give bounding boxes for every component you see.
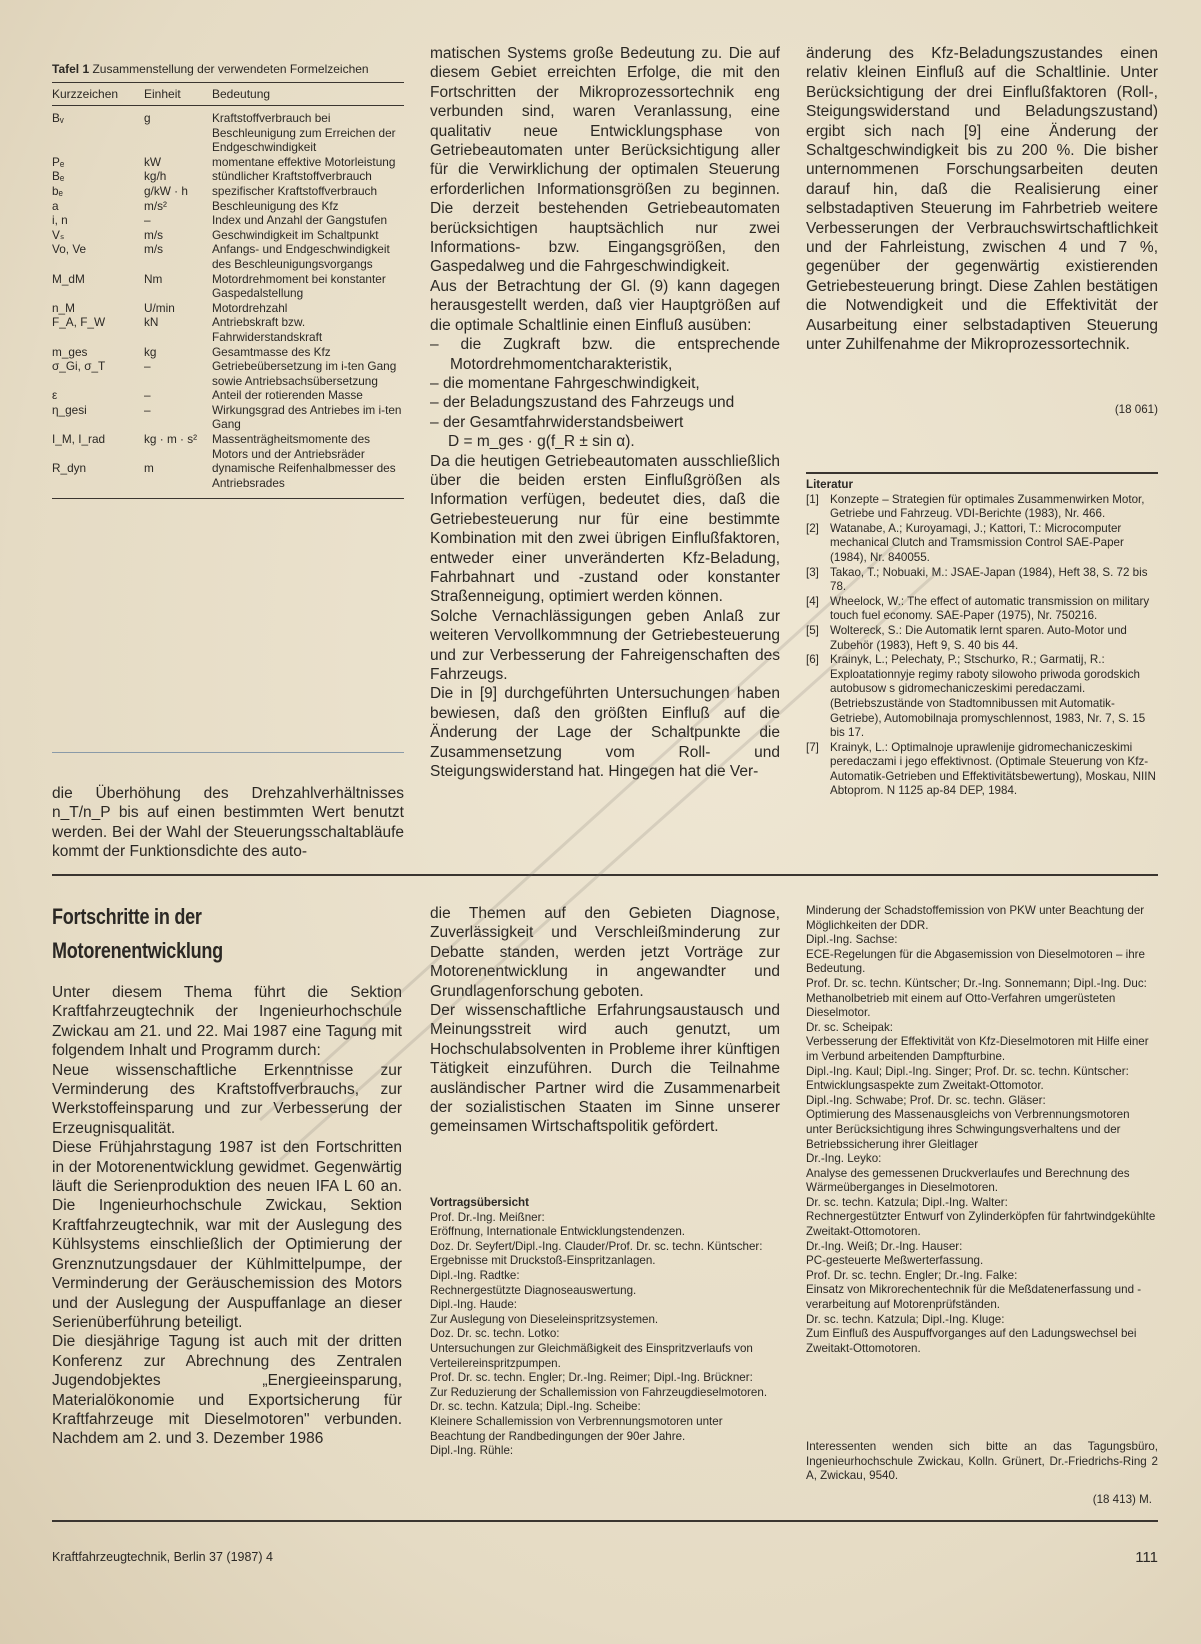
program-title: Vortragsübersicht — [430, 1196, 529, 1209]
table-cell-unit: m/s² — [144, 198, 167, 213]
program-entry: Rechnergestützter Entwurf von Zylinderköpfen für fahrtwindgekühlte Zweitakt-Ottomotoren. — [806, 1210, 1156, 1239]
table-cell-symbol: bₑ — [52, 183, 63, 198]
table-body — [52, 111, 404, 490]
col2-paragraph-4: Solche Vernachlässigungen geben Anlaß zur weiteren Vervollkommnung der Getriebesteuerung und zur Verbesserung der Fahreigenschaften des Fahrzeugs. — [430, 607, 780, 683]
program-entry: Prof. Dr.-Ing. Meißner: — [430, 1210, 545, 1224]
page-number: 111 — [1135, 1549, 1158, 1566]
program-entry: Zur Auslegung von Dieseleinspritzsystemen. — [430, 1312, 659, 1326]
table-cell-meaning: Getriebeübersetzung im i-ten Gang sowie Antriebsachsübersetzung — [212, 359, 397, 388]
table-cell-unit: m/s — [144, 242, 164, 257]
literature-number: [7] — [806, 740, 819, 754]
program-entry: Kleinere Schallemission von Verbrennungsmotoren unter Beachtung der Randbedingungen der 90er Jahre. — [430, 1414, 723, 1443]
table-row — [52, 184, 404, 199]
program-entry: Dipl.-Ing. Haude: — [430, 1298, 517, 1312]
program-entry: Dipl.-Ing. Radtke: — [430, 1268, 520, 1282]
table-cell-unit: kg · m · s² — [144, 432, 198, 447]
literature-item — [806, 653, 1158, 741]
literature-item — [806, 595, 1158, 624]
table-row — [52, 242, 404, 271]
table-header-meaning: Bedeutung — [212, 87, 271, 101]
table-row — [52, 272, 404, 301]
program-entry: Optimierung des Massenausgleichs von Verbrennungsmotoren unter Berücksichtigung ihres Schwingungsverhaltens und der Betriebssicherung ihrer Gleitlager — [806, 1108, 1130, 1151]
table-row — [52, 315, 404, 344]
table-title-label: Tafel 1 — [52, 62, 90, 76]
col2-paragraph-2: Aus der Betrachtung der Gl. (9) kann dagegen herausgestellt werden, daß vier Hauptgrößen auf die optimale Schaltlinie einen Einfluß ausüben: — [430, 277, 780, 334]
table-bottom-divider — [52, 752, 404, 753]
table-cell-meaning: Motordrehmoment bei konstanter Gaspedalstellung — [212, 271, 386, 301]
section-divider — [52, 874, 1158, 876]
table-cell-symbol: Vo, Ve — [52, 242, 87, 257]
table-cell-unit: g — [144, 111, 151, 125]
table-row — [52, 301, 404, 316]
article-heading — [52, 900, 396, 970]
table-row — [52, 403, 404, 432]
literature-item — [806, 624, 1158, 653]
table-cell-meaning: Gesamtmasse des Kfz — [212, 344, 331, 359]
formula-table — [52, 62, 404, 722]
table-cell-symbol: a — [52, 198, 59, 213]
article2-paragraph-6: Der wissenschaftliche Erfahrungsaustausch und Meinungsstreit wird auch genutzt, um Hochschulabsolventen in Probleme ihrer künftigen Tätigkeit einzuführen. Durch die Teilnahme ausländischer Partner wird die Zusammenarbeit der sozialistischen Staaten im Sinne unserer gemeinsamen Wirtschaftspolitik gefördert. — [430, 1002, 780, 1136]
table-cell-unit: kg/h — [144, 169, 167, 184]
literature-item — [806, 522, 1158, 566]
article2-paragraph-2: Neue wissenschaftliche Erkenntnisse zur Verminderung des Kraftstoffverbrauchs, zur Werkstoffeinsparung und zur Verbesserung der Erzeugnisqualität. — [52, 1061, 402, 1137]
table-cell-symbol: ε — [52, 388, 58, 403]
table-cell-meaning: dynamische Reifenhalbmesser des Antriebsrades — [212, 461, 396, 490]
program-entry: Dipl.-Ing. Rühle: — [430, 1444, 514, 1458]
literature-text: Krainyk, L.; Pelechaty, P.; Stschurko, R.; Garmatij, R.: Exploatationnyje regimy raboty silowoho priwoda gorodskich autobusow s gidromechaniczeskimi peredaczami. (Betriebszustände von Stadtomnibussen mit Automatik-Getriebe), Automobilnaja promyschlennost, 1983, Nr. 7, S. 15 bis 17. — [830, 653, 1146, 740]
table-cell-symbol: n_M — [52, 300, 75, 315]
table-cell-unit: – — [144, 388, 151, 403]
col2-text — [430, 44, 780, 876]
table-row — [52, 388, 404, 403]
program-entry: Dipl.-Ing. Sachse: — [806, 933, 898, 947]
literature-item — [806, 566, 1158, 595]
literature-number: [3] — [806, 565, 819, 579]
table-title-text: Zusammenstellung der verwendeten Formelzeichen — [92, 62, 369, 76]
table-cell-symbol: Bᵥ — [52, 111, 64, 125]
literature-number: [6] — [806, 653, 819, 667]
program-entry: Dr.-Ing. Weiß; Dr.-Ing. Hauser: — [806, 1239, 963, 1253]
program-entry: Dr. sc. Scheipak: — [806, 1020, 893, 1034]
table-cell-unit: kg — [144, 344, 157, 359]
table-cell-meaning: momentane effektive Motorleistung — [212, 154, 396, 169]
table-row — [52, 213, 404, 228]
list-item: – die Zugkraft bzw. die entsprechende Motordrehmomentcharakteristik, — [430, 335, 780, 374]
program-entry: Doz. Dr. Seyfert/Dipl.-Ing. Clauder/Prof. Dr. sc. techn. Küntscher: Ergebnisse mit Druckstoß-Einspritzanlagen. — [430, 1239, 763, 1268]
program-entry: Minderung der Schadstoffemission von PKW unter Beachtung der Möglichkeiten der DDR. — [806, 904, 1145, 932]
list-item: – die momentane Fahrgeschwindigkeit, — [430, 374, 780, 393]
table-cell-unit: kW — [144, 154, 162, 169]
article-heading-line-2: Motorenentwicklung — [52, 938, 223, 963]
table-header-symbol: Kurzzeichen — [52, 87, 119, 101]
table-cell-meaning: Anfangs- und Endgeschwindigkeit des Beschleunigungsvorgangs — [212, 242, 390, 271]
table-cell-symbol: Bₑ — [52, 169, 65, 184]
list-item: – der Beladungszustand des Fahrzeugs und — [430, 393, 780, 412]
table-cell-meaning: Massenträgheitsmomente des Motors und der Antriebsräder — [212, 432, 371, 461]
program-entry: Zur Reduzierung der Schallemission von Fahrzeugdieselmotoren. — [430, 1385, 768, 1399]
table-cell-unit: U/min — [144, 300, 175, 315]
program-entry: Prof. Dr. sc. techn. Engler; Dr.-Ing. Falke: — [806, 1268, 1018, 1282]
table-row — [52, 461, 404, 490]
table-row — [52, 199, 404, 214]
table-cell-unit: m/s — [144, 227, 164, 242]
program-entry: Doz. Dr. sc. techn. Lotko: — [430, 1327, 560, 1341]
table-title — [52, 62, 404, 76]
table-cell-meaning: Geschwindigkeit im Schaltpunkt — [212, 227, 379, 242]
program-entry: Rechnergestützte Diagnoseauswertung. — [430, 1283, 637, 1297]
table-cell-symbol: R_dyn — [52, 461, 87, 476]
table-row — [52, 228, 404, 243]
literature-text: Takao, T.; Nobuaki, M.: JSAE-Japan (1984), Heft 38, S. 72 bis 78. — [830, 565, 1148, 594]
col2-paragraph-5: Die in [9] durchgeführten Untersuchungen haben bewiesen, daß den größten Einfluß auf die Änderung der Lage der Schaltpunkte die Zusammensetzung vom Roll- und Steigungswiderstand hat. Hingegen hat die Ver- — [430, 685, 780, 781]
program-entry: Prof. Dr. sc. techn. Küntscher; Dr.-Ing. Sonnemann; Dipl.-Ing. Duc: — [806, 976, 1147, 990]
literature-text: Krainyk, L.: Optimalnoje uprawlenije gidromechaniczeskimi peredaczami i jego effektivnost. (Optimale Steuerung von Kfz-Automatik-Getrieben und Effektivitätsbewertung), Moskau, NIIN Abtoprom. N 1125 ap-84 DEP, 1984. — [830, 740, 1156, 798]
influence-list — [430, 335, 780, 432]
contact-note: Interessenten wenden sich bitte an das Tagungsbüro, Ingenieurhochschule Zwickau, Kolln. Grünert, Dr.-Friedrichs-Ring 2 A, Zwickau, 9540. — [806, 1440, 1158, 1483]
table-cell-symbol: Pₑ — [52, 154, 65, 169]
literature-number: [4] — [806, 594, 819, 608]
literature-text: Wheelock, W.: The effect of automatic transmission on military touch fuel economy. SAE-Paper (1975), Nr. 750216. — [830, 594, 1150, 623]
program-entry: Analyse des gemessenen Druckverlaufes und Berechnung des Wärmeüberganges in Dieselmotoren. — [806, 1166, 1130, 1195]
literature-number: [1] — [806, 492, 819, 506]
article2-paragraph-1: Unter diesem Thema führt die Sektion Kraftfahrzeugtechnik der Ingenieurhochschule Zwickau am 21. und 22. Mai 1987 eine Tagung mit folgendem Inhalt und Programm durch: — [52, 984, 402, 1060]
program-entry: Dr. sc. techn. Katzula; Dipl.-Ing. Walter: — [806, 1195, 1008, 1209]
program-entry: Prof. Dr. sc. techn. Engler; Dr.-Ing. Reimer; Dipl.-Ing. Brückner: — [430, 1371, 753, 1385]
article2-paragraph-5: die Themen auf den Gebieten Diagnose, Zuverlässigkeit und Verschleißminderung zur Debatte standen, werden jetzt Vorträge zur Motorenentwicklung in angewandter und Grundlagenforschung geboten. — [430, 905, 780, 1000]
table-cell-unit: – — [144, 359, 151, 374]
literature-number: [5] — [806, 623, 819, 637]
literature-list — [806, 493, 1158, 799]
table-row — [52, 155, 404, 170]
program-entry: Dr. sc. techn. Katzula; Dipl.-Ing. Kluge: — [806, 1312, 1005, 1326]
table-cell-meaning: Antriebskraft bzw. Fahrwiderstandskraft — [212, 315, 323, 344]
footer-divider — [52, 1520, 1158, 1522]
program-entry: Entwicklungsaspekte zum Zweitakt-Ottomotor. — [806, 1079, 1044, 1093]
table-cell-symbol: I_M, I_rad — [52, 432, 106, 447]
table-cell-symbol: m_ges — [52, 344, 88, 359]
col3-paragraph-1: änderung des Kfz-Beladungszustandes einen relativ kleinen Einfluß auf die Schaltlinie. Unter Berücksichtigung der drei Einflußfaktoren (Roll-, Steigungswiderstand und Beladungszustand) ergibt sich nach [9] eine Änderung der Schaltgeschwindigkeit bis zu 200 %. Die bisher unternommenen Forschungsarbeiten deuten darauf hin, daß die Realisierung einer selbstadaptiven Steuerung im Fahrbetrieb weitere Verbesserungen der Verbrauchswirtschaftlichkeit und der Fahrleistung, zwischen 4 und 7 %, gegenüber der gegenwärtig existierenden Getriebesteuerung bringt. Diese Zahlen bestätigen die Notwendigkeit und die Effektivität der Ausarbeitung einer selbstadaptiven Steuerung unter Zuhilfenahme der Mikroprozessortechnik. — [806, 45, 1158, 354]
table-cell-unit: m — [144, 461, 154, 476]
table-row — [52, 432, 404, 461]
program-entry: PC-gesteuerte Meßwerterfassung. — [806, 1254, 984, 1268]
literature-block — [806, 478, 1158, 870]
table-cell-meaning: Anteil der rotierenden Masse — [212, 388, 363, 403]
table-cell-unit: – — [144, 213, 151, 228]
table-cell-symbol: Vₛ — [52, 227, 65, 242]
table-cell-unit: Nm — [144, 271, 163, 286]
table-row — [52, 359, 404, 388]
col1-bottom-paragraph: die Überhöhung des Drehzahlverhältnisses n_T/n_P bis auf einen bestimmten Wert benutzt werden. Bei der Wahl der Steuerungsschaltabläufe kommt der Funktionsdichte des auto- — [52, 785, 404, 861]
literature-item — [806, 493, 1158, 522]
table-cell-symbol: σ_Gi, σ_T — [52, 359, 106, 374]
literature-text: Woltereck, S.: Die Automatik lernt sparen. Auto-Motor und Zubehör (1983), Heft 9, S. 40 bis 44. — [830, 623, 1127, 652]
program-entry: Dr. sc. techn. Katzula; Dipl.-Ing. Scheibe: — [430, 1400, 641, 1414]
journal-citation: Kraftfahrzeugtechnik, Berlin 37 (1987) 4 — [52, 1550, 273, 1564]
table-row — [52, 169, 404, 184]
col3-reference-number: (18 061) — [1114, 403, 1158, 416]
literature-text: Konzepte – Strategien für optimales Zusammenwirken Motor, Getriebe und Fahrzeug. VDI-Berichte (1983), Nr. 466. — [830, 492, 1145, 521]
table-cell-symbol: F_A, F_W — [52, 315, 106, 330]
table-cell-unit: g/kW · h — [144, 183, 188, 198]
table-cell-meaning: Wirkungsgrad des Antriebes im i-ten Gang — [212, 402, 402, 432]
table-row — [52, 111, 404, 155]
col2-paragraph-3: Da die heutigen Getriebeautomaten ausschließlich über die beiden ersten Einflußgrößen als Information verfügen, bedeutet dies, daß die Getriebesteuerung nur für eine bestimmte Kombination mit den zwei übrigen Einflußfaktoren, entweder einer unveränderten Kfz-Beladung, Fahrbahnart und -zustand oder konstanter Straßenneigung, optimiert werden können. — [430, 452, 780, 606]
table-header-row — [52, 83, 404, 105]
table-cell-symbol: i, n — [52, 213, 68, 228]
list-item: – der Gesamtfahrwiderstandsbeiwert — [430, 413, 780, 432]
col3-text — [806, 44, 1158, 394]
table-header-unit: Einheit — [144, 87, 181, 101]
literature-divider — [806, 472, 1158, 474]
col2-paragraph-1: matischen Systems große Bedeutung zu. Die auf diesem Gebiet erreichten Erfolge, die mit den Fortschritten der Mikroprozessortechnik eng verbunden sind, waren Veranlassung, eine qualitativ neue Entwicklungsphase von Getriebeautomaten unter Berücksichtigung aller für die Verwirklichung der optimalen Steuerung erforderlichen Informationsgrößen zu beginnen. Die derzeit bestehenden Getriebeautomaten berücksichtigen hauptsächlich nur zwei Informations- bzw. Eingangsgrößen, den Gaspedalweg und die Fahrgeschwindigkeit. — [430, 45, 780, 276]
program-entry: Zum Einfluß des Auspuffvorganges auf den Ladungswechsel bei Zweitakt-Ottomotoren. — [806, 1327, 1137, 1355]
table-row — [52, 345, 404, 360]
table-cell-meaning: Kraftstoffverbrauch bei Beschleunigung zum Erreichen der Endgeschwindigkeit — [212, 111, 396, 155]
literature-text: Watanabe, A.; Kuroyamagi, J.; Kattori, T.: Microcomputer mechanical Clutch and Tramsmission Control SAE-Paper (1984), Nr. 840055. — [830, 521, 1124, 564]
article2-col1-text — [52, 983, 402, 1513]
program-entry: Verbesserung der Effektivität von Kfz-Dieselmotoren mit Hilfe einer im Verbund arbeitenden Dampfturbine. — [806, 1035, 1149, 1063]
literature-title: Literatur — [806, 478, 854, 491]
program-list-right — [806, 904, 1158, 1424]
formula: D = m_ges · g(f_R ± sin α). — [448, 433, 635, 451]
article2-paragraph-3: Diese Frühjahrstagung 1987 ist den Fortschritten in der Motorenentwicklung gewidmet. Gegenwärtig läuft die Serienproduktion des neuen IFA L 60 an. Die Ingenieurhochschule Zwickau, Sektion Kraftfahrzeugtechnik, war mit der Auslegung des Kühlsystems einschließlich der Optimierung der Grenznutzungsdauer der Kühlmittelpumpe, der Verminderung der Geräuschemission des Motors und der Auslegung der Auspuffanlage an dieser Serienüberführung beteiligt. — [52, 1139, 402, 1331]
literature-number: [2] — [806, 521, 819, 535]
table-cell-meaning: Index und Anzahl der Gangstufen — [212, 213, 388, 228]
article-heading-line-1: Fortschritte in der — [52, 904, 202, 929]
table-cell-meaning: spezifischer Kraftstoffverbrauch — [212, 183, 378, 198]
table-cell-meaning: Beschleunigung des Kfz — [212, 198, 339, 213]
program-list-left — [430, 1196, 780, 1514]
program-entry: Dr.-Ing. Leyko: — [806, 1152, 882, 1166]
article2-paragraph-4: Die diesjährige Tagung ist auch mit der dritten Konferenz zur Abrechnung des Zentralen Jugendobjektes „Energieeinsparung, Materialökonomie und Exportsicherung für Kraftfahrzeuge mit Dieselmotoren" verbunden. Nachdem am 2. und 3. Dezember 1986 — [52, 1333, 402, 1448]
article2-reference-number: (18 413) M. — [1092, 1493, 1152, 1506]
program-entry: Eröffnung, Internationale Entwicklungstendenzen. — [430, 1225, 686, 1239]
table-cell-unit: kN — [144, 315, 159, 330]
program-entries-right — [806, 904, 1158, 1356]
program-entry: Methanolbetrieb mit einem auf Otto-Verfahren umgerüsteten Dieselmotor. — [806, 991, 1116, 1020]
article2-col2-text — [430, 904, 780, 1166]
program-entry: Dipl.-Ing. Schwabe; Prof. Dr. sc. techn. Gläser: — [806, 1093, 1046, 1107]
program-entry: Einsatz von Mikrorechentechnik für die Meßdatenerfassung und -verarbeitung auf Motorenprüfständen. — [806, 1283, 1142, 1312]
program-entries-left — [430, 1211, 780, 1459]
literature-item — [806, 741, 1158, 799]
table-cell-unit: – — [144, 402, 151, 417]
table-cell-symbol: M_dM — [52, 271, 85, 286]
program-entry: Dipl.-Ing. Kaul; Dipl.-Ing. Singer; Prof. Dr. sc. techn. Küntscher: — [806, 1064, 1129, 1078]
table-cell-symbol: η_gesi — [52, 402, 87, 417]
table-cell-meaning: stündlicher Kraftstoffverbrauch — [212, 169, 372, 184]
table-cell-meaning: Motordrehzahl — [212, 300, 288, 315]
program-entry: Untersuchungen zur Gleichmäßigkeit des Einspritzverlaufs von Verteilereinspritzpumpen. — [430, 1341, 753, 1370]
program-entry: ECE-Regelungen für die Abgasemission von Dieselmotoren – ihre Bedeutung. — [806, 947, 1145, 976]
